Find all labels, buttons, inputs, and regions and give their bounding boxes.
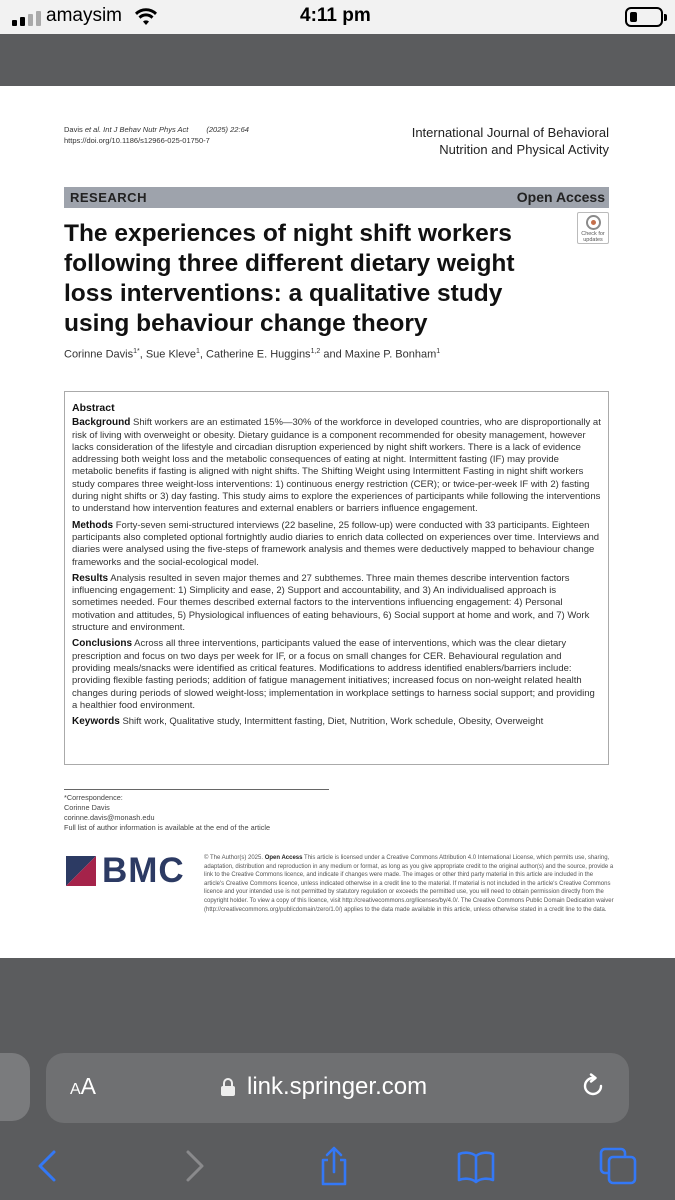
wifi-icon — [134, 7, 158, 27]
license-open-access: Open Access — [264, 855, 303, 861]
correspondence-name: Corinne Davis — [64, 803, 110, 812]
signal-strength-icon — [12, 11, 41, 26]
abstract-results — [72, 573, 601, 634]
abstract-conclusions — [72, 638, 601, 712]
text-size-button[interactable] — [70, 1073, 96, 1100]
abstract-background — [72, 417, 601, 515]
results-text: Analysis resulted in seven major themes and 27 subthemes. Three main themes describe intervention factors influencing engagement: 1) Simplicity and ease, 2) Support and accountability, and 3) An individualised approach is sometimes needed. Four themes described external factors to the interventions influencing engagement: 4) Personal motivation and attitudes, 5) Physiological influences of eating behaviours, 6) Social support at home and work, and 7) Work structure and environment. — [72, 572, 590, 634]
abstract-box — [64, 391, 609, 765]
check-updates-icon — [586, 215, 601, 230]
bmc-logo — [66, 851, 185, 891]
article-type-band — [64, 187, 609, 208]
abstract-keywords — [72, 716, 601, 728]
keywords-label: Keywords — [72, 716, 120, 728]
correspondence-label: *Correspondence: — [64, 793, 123, 802]
abstract-methods — [72, 520, 601, 569]
bmc-logo-mark — [66, 856, 96, 886]
methods-text: Forty-seven semi-structured interviews (22 baseline, 25 follow-up) were conducted with 33 participants. Eighteen participants also completed optional fortnightly audio diaries to enrich data collected on experiences over time. Interviews and diaries were analysed using the five-steps of framework analysis and themes were deductively mapped to behaviour change frameworks and the social-ecological model. — [72, 519, 600, 568]
author-info-note: Full list of author information is available at the end of the article — [64, 823, 271, 832]
background-label: Background — [72, 417, 131, 429]
article-type-label: RESEARCH — [70, 190, 147, 205]
license-statement — [204, 854, 614, 914]
share-icon[interactable] — [314, 1146, 354, 1186]
clock: 4:11 pm — [300, 5, 371, 26]
license-copyright: © The Author(s) 2025. — [204, 855, 264, 861]
background-text: Shift workers are an estimated 15%—30% of the workforce in developed countries, who are disproportionally at risk of living with overweight or obesity. Dietary guidance is a component recommended for obesity management, however lacks consideration of the lifestyle and circadian disruption experienced by night shift workers. There is a lack of evidence addressing both weight loss and the metabolic consequences of eating at night. Intermittent fasting (IF) may provide metabolic benefits if fasting is aligned with night shifts. The Shifting Weight using Intermittent Fasting in night shift workers study compares three weight-loss interventions: 1) continuous energy restriction (CER); or twice-per-week IF with 2) fasting during night shifts or 3) day fasting. This study aims to explore the experiences of participants while following the interventions to understand how intervention features and external enablers or barriers influence engagement. — [72, 417, 601, 515]
conclusions-text: Across all three interventions, participants valued the ease of interventions, which was the clear dietary prescription and focus on two days per week for IF, or a focus on small changes for CER. Behavioural regulation and providing meals/snacks were identified as critical features. Modifications to address identified enablers/barriers include: providing flexible fasting periods; addition of fatigue management initiatives; increased focus on non-weight related health changes during periods of slowed weight-loss; implementation in workplace settings to harness social support; and providing a healthier food environment. — [72, 638, 595, 711]
citation-year: (2025) 22:64 — [206, 125, 249, 134]
check-for-updates-badge[interactable] — [577, 212, 609, 244]
citation-block — [64, 124, 249, 146]
tabs-icon[interactable] — [598, 1146, 638, 1186]
carrier-name: amaysim — [46, 5, 123, 26]
article-title: The experiences of night shift workers following three different dietary weight loss interventions: a qualitative study using behaviour change theory — [64, 220, 515, 337]
browser-toolbar — [0, 1138, 675, 1188]
journal-name: International Journal of Behavioral Nutrition and Physical Activity — [411, 125, 609, 157]
conclusions-label: Conclusions — [72, 638, 133, 650]
reload-icon[interactable] — [580, 1073, 606, 1099]
previous-tab-card[interactable] — [0, 1053, 30, 1121]
footnote-divider — [64, 789, 329, 790]
abstract-heading: Abstract — [72, 402, 115, 414]
correspondence-footnote — [64, 793, 270, 833]
methods-label: Methods — [72, 519, 114, 531]
open-access-label: Open Access — [516, 189, 605, 205]
citation-author: Davis — [64, 125, 85, 134]
back-icon[interactable] — [28, 1146, 68, 1186]
check-updates-text: Check for updates — [581, 231, 605, 243]
forward-icon[interactable] — [174, 1146, 214, 1186]
results-label: Results — [72, 572, 109, 584]
license-text: This article is licensed under a Creative Commons Attribution 4.0 International License, which permits use, sharing, adaptation, distribution and reproduction in any medium or format, as long as you give appropriate credit to the original author(s) and the source, provide a link to the Creative Commons licence, and indicate if changes were made. The images or other third party material in this article are included in the article's Creative Commons licence, unless indicated otherwise in a credit line to the material. If material is not included in the article's Creative Commons licence and your intended use is not permitted by statutory regulation or exceeds the permitted use, you will need to obtain permission directly from the copyright holder. To view a copy of this licence, visit http://creativecommons.org/licenses/by/4.0/. The Creative Commons Public Domain Dedication waiver (http://creativecommons.org/publicdomain/zero/1.0/) applies to the data made available in this article, unless otherwise stated in a credit line to the data. — [204, 855, 614, 913]
lock-icon — [221, 1078, 235, 1096]
url-text[interactable]: link.springer.com — [247, 1073, 428, 1100]
status-bar — [0, 0, 675, 34]
browser-backdrop-top — [0, 34, 675, 86]
battery-icon — [625, 7, 663, 27]
bookmarks-icon[interactable] — [456, 1146, 496, 1186]
text-size-label: AA — [70, 1073, 97, 1099]
citation-journal: et al. Int J Behav Nutr Phys Act — [84, 125, 189, 134]
address-bar[interactable] — [46, 1053, 629, 1123]
bmc-logo-text: BMC — [102, 851, 185, 890]
paper-page[interactable] — [0, 86, 675, 958]
keywords-text: Shift work, Qualitative study, Intermittent fasting, Diet, Nutrition, Work schedule, Obesity, Overweight — [122, 716, 544, 728]
author-list: Corinne Davis$^{1*}$, Sue Kleve$^1$, Catherine E. Huggins$^{1,2}$ and Maxine P. Bonham$^1$ — [64, 348, 441, 361]
citation-doi[interactable]: https://doi.org/10.1186/s12966-025-01750-7 — [64, 136, 210, 145]
correspondence-email[interactable]: corinne.davis@monash.edu — [64, 813, 155, 822]
